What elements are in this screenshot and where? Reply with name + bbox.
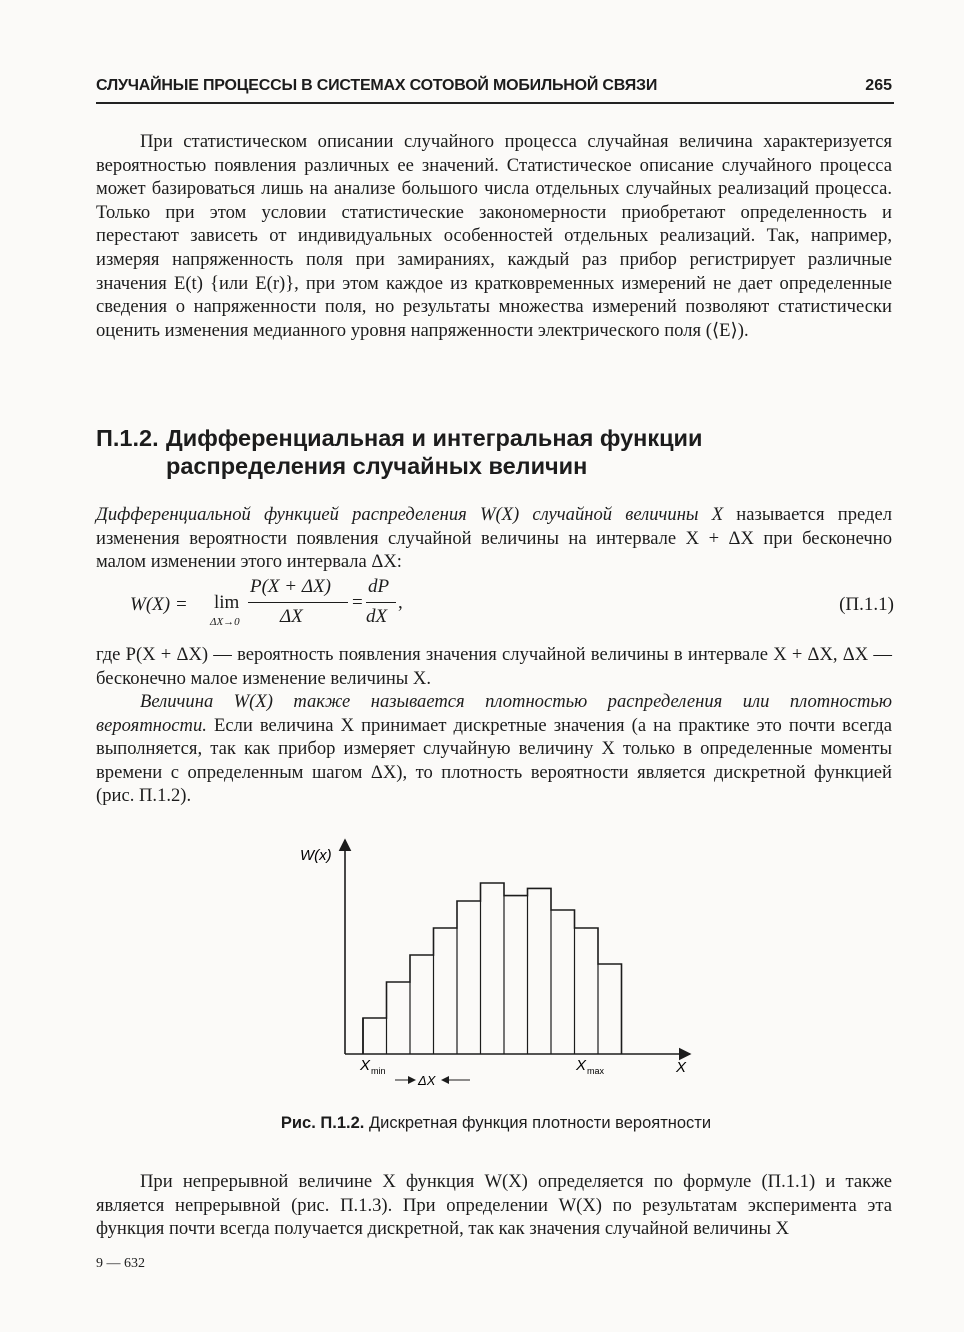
section-title-line2: распределения случайных величин <box>166 453 588 479</box>
formula-p-1-1 <box>130 574 894 640</box>
caption-text: Дискретная функция плотности вероятности <box>364 1114 712 1132</box>
formula-lim: lim <box>214 592 240 613</box>
formula-comma: , <box>398 592 403 613</box>
xmax-label: X <box>576 1057 587 1074</box>
xmax-subscript: max <box>587 1066 605 1076</box>
xmin-label: X <box>360 1057 371 1074</box>
step-outline <box>363 883 622 1054</box>
paragraph-definition <box>96 503 892 574</box>
definition-text: называется предел изменения вероятности появления случайной величины на интервале X + ΔX при бесконечно малом изменении этого интервала ΔX: <box>96 504 892 573</box>
formula-equals: = <box>352 592 363 613</box>
xmin-subscript: min <box>371 1066 386 1076</box>
formula-den2: dX <box>366 606 388 627</box>
page-number: 265 <box>865 77 892 94</box>
formula-label: (П.1.1) <box>839 594 894 615</box>
section-number: П.1.2. <box>96 425 159 451</box>
formula-den1: ΔX <box>280 606 303 627</box>
density-italic: Величина W(X) также называется плотностью распределения или плотностью вероятности. <box>96 691 892 736</box>
page-header <box>96 74 894 104</box>
footer-signature: 9 — 632 <box>96 1256 145 1271</box>
running-title: СЛУЧАЙНЫЕ ПРОЦЕССЫ В СИСТЕМАХ СОТОВОЙ МОБИЛЬНОЙ СВЯЗИ <box>96 77 658 94</box>
x-axis-label: X <box>676 1059 687 1076</box>
figure-caption <box>96 1114 896 1133</box>
formula-num1: P(X + ΔX) <box>250 576 331 597</box>
paragraph-where: где P(X + ΔX) — вероятность появления значения случайной величины в интервале X + ΔX, ΔX — бесконечно малое изменение величины X. <box>96 644 892 689</box>
formula-num2: dP <box>368 576 390 597</box>
paragraph-statistical-description: При статистическом описании случайного процесса случайная величина характеризуется вероятностью появления различных ее значений. Статистическое описание случайного процесса может базироваться лишь на анализе большого числа отдельных случайных реализаций процесса. Только при этом условии статистические закономерности приобретают определенность и перестают зависеть от индивидуальных особенностей отдельных реализаций. Так, например, измеряя напряженность поля при замираниях, каждый раз прибор регистрирует различные значения E(t) {или E(r)}, при этом каждое из кратковременных измерений не дает определенные сведения о напряженности поля, но результаты множества измерений позволяют статистически оценить изменения медианного уровня напряженности электрического поля (⟨E⟩). <box>96 131 892 341</box>
formula-fraction-bar-1 <box>248 602 348 603</box>
density-step-plot <box>290 836 710 1096</box>
caption-label: Рис. П.1.2. <box>280 1114 365 1132</box>
section-title-line1: Дифференциальная и интегральная функции <box>166 425 703 451</box>
paragraph-density <box>96 690 892 808</box>
definition-italic: Дифференциальной функцией распределения W(X) случайной величины X <box>96 504 724 525</box>
formula-fraction-bar-2 <box>366 602 396 603</box>
figure-discrete-density <box>290 836 710 1096</box>
y-axis-label: W(x) <box>300 847 332 864</box>
density-text: Если величина X принимает дискретные значения (а на практике это почти всегда выполняется, так как прибор измеряет случайную величину X только в определенные моменты времени с определенным шагом ΔX), то плотность вероятности является дискретной функцией (рис. П.1.2). <box>96 714 892 807</box>
dx-label: ΔX <box>418 1073 436 1088</box>
formula-lim-sub: ΔX→0 <box>210 616 240 628</box>
paragraph-continuous: При непрерывной величине X функция W(X) определяется по формуле (П.1.1) и также является непрерывной (рис. П.1.3). При определении W(X) по результатам эксперимента эта функция почти всегда получается дискретной, так как значения случайной величины X <box>96 1171 892 1240</box>
formula-lhs: W(X) = <box>130 594 188 615</box>
